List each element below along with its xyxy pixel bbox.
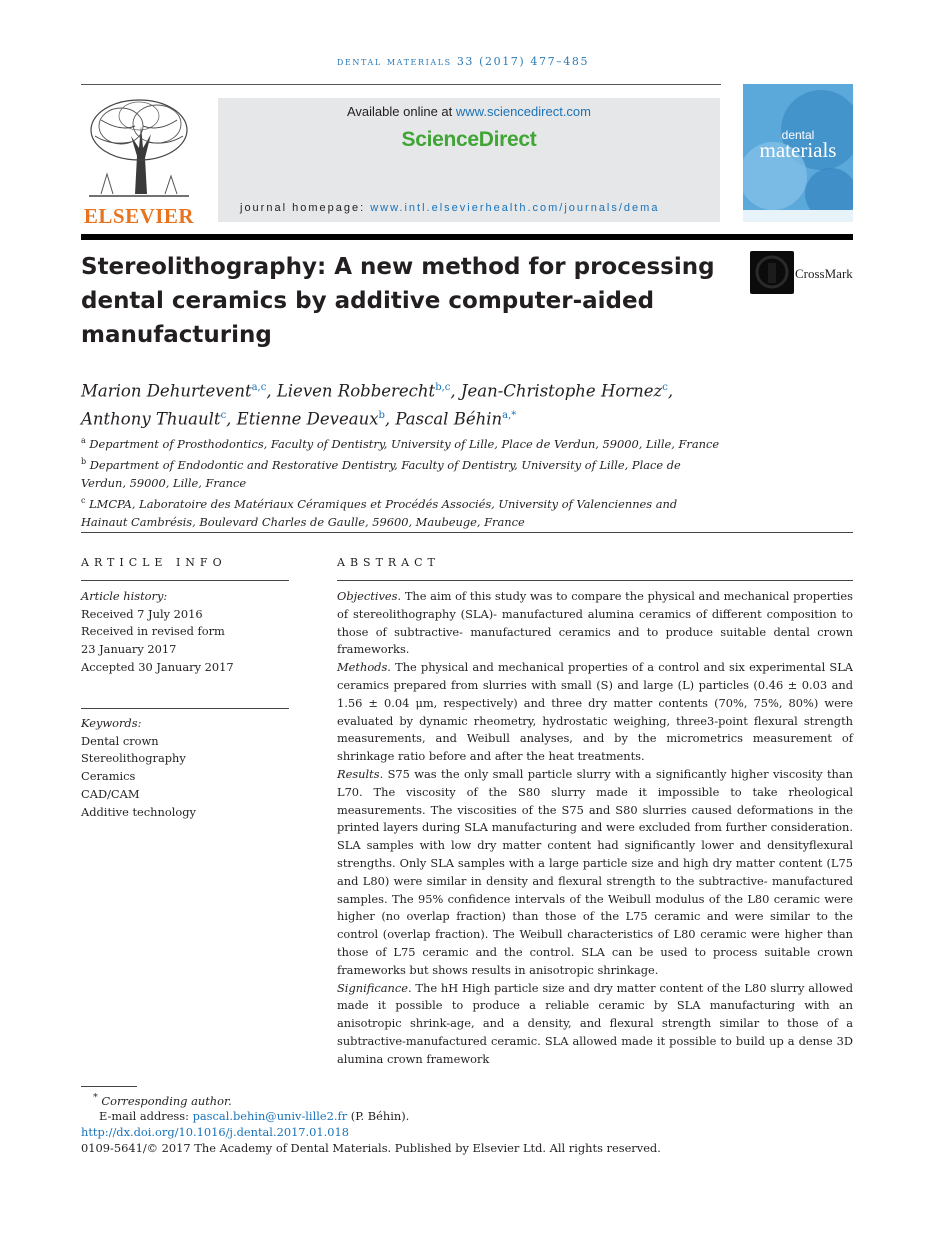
crossmark-icon[interactable] [750, 251, 794, 294]
affiliation-key: c [81, 496, 86, 506]
section-rule [81, 532, 853, 533]
email-name: (P. Béhin). [347, 1109, 410, 1124]
crossmark-label[interactable]: CrossMark [795, 266, 853, 281]
email-link[interactable]: pascal.behin@univ-lille2.fr [192, 1109, 348, 1124]
author-affiliation[interactable]: b [378, 409, 385, 421]
footnote-rule [81, 1086, 137, 1087]
abstract-text: The aim of this study was to compare the physical and mechanical properties of stereolithography (SLA)- manufactured alumina ceramics of different composition to those of subtractive- manufactured ceramics and to produce suitable dental crown frameworks. [337, 589, 853, 657]
journal-citation: dental materials 33 (2017) 477–485 [336, 55, 590, 68]
keywords [81, 715, 289, 821]
header-rule [81, 84, 721, 85]
author-affiliation[interactable]: b,c [435, 382, 451, 393]
article-history [81, 588, 289, 677]
keyword-item: Dental crown [81, 733, 159, 748]
author-affiliation[interactable]: a,* [502, 409, 517, 421]
article-info-rule [81, 580, 289, 581]
author-name: Pascal Béhin [395, 409, 503, 428]
keywords-rule [81, 708, 289, 709]
history-item: Received 7 July 2016 [81, 606, 203, 621]
author-name: Anthony Thuault [81, 409, 221, 428]
abstract-methods [337, 659, 853, 766]
author-affiliation[interactable]: c [662, 382, 668, 393]
affiliation-text: Department of Prosthodontics, Faculty of Dentistry, University of Lille, Place de Verdun, 59000, Lille, France [89, 436, 720, 451]
affiliation-item [81, 492, 721, 531]
history-item: 23 January 2017 [81, 642, 177, 657]
header-thick-rule [81, 234, 853, 240]
cover-title-line2: materials [759, 138, 837, 162]
abstract-body [337, 588, 853, 1069]
abstract-label: Results. [337, 766, 384, 781]
author-separator: , [266, 381, 277, 401]
sciencedirect-banner [218, 98, 720, 222]
cover-title-line1: dental [781, 128, 815, 142]
abstract-rule [337, 580, 853, 581]
author-separator: , [384, 409, 396, 428]
keyword-item: Ceramics [81, 769, 136, 784]
abstract-heading: ABSTRACT [337, 556, 440, 569]
available-online [218, 104, 720, 119]
abstract-label: Methods. [337, 660, 391, 675]
affiliation-key: a [81, 436, 86, 445]
affiliation-item [81, 432, 721, 453]
author-name: Marion Dehurtevent [81, 381, 252, 401]
affiliation-list [81, 432, 721, 531]
crossmark-badge-icon [750, 251, 794, 294]
footnote-mark: * [93, 1092, 98, 1103]
abstract-label: Significance. [337, 980, 412, 995]
article-info-heading: ARTICLE INFO [81, 556, 227, 569]
history-item: Received in revised form [81, 624, 225, 639]
author-separator: , [226, 409, 237, 428]
abstract-text: S75 was the only small particle slurry with a significantly higher viscosity than L70. The viscosity of the S80 slurry made it impossible to take rheological measurements. The viscosities of the S75 and S80 slurries caused deformations in the printed layers during SLA manufacturing and were excluded from further consideration. SLA samples with low dry matter content had significantly lower and densityflexural strengths. Only SLA samples with a large particle size and high dry matter content (L75 and L80) were similar in density and flexural strength to the subtractive- manufactured samples. The 95% confidence intervals of the Weibull modulus of the L80 ceramic were higher (no overlap fraction) than those of the L75 ceramic and were similar to the control (overlap fraction). The Weibull characteristics of L80 ceramic were higher than those of L75 ceramic and the control. SLA can be used to process suitable crown frameworks but shows results in anisotropic shrinkage. [337, 766, 854, 977]
affiliation-text: LMCPA, Laboratoire des Matériaux Céramiques et Procédés Associés, University of Valenciennes and Hainaut Cambrésis, Boulevard Charles de Gaulle, 59600, Maubeuge, France [81, 497, 678, 529]
sciencedirect-logo: ScienceDirect [401, 128, 537, 151]
journal-homepage [240, 202, 659, 214]
keyword-item: Stereolithography [81, 751, 186, 766]
elsevier-wordmark: ELSEVIER [83, 204, 195, 228]
homepage-link[interactable]: www.intl.elsevierhealth.com/journals/dema [370, 202, 660, 214]
affiliation-text: Department of Endodontic and Restorative Dentistry, Faculty of Dentistry, University of Lille, Place de Verdun, 59000, Lille, France [81, 458, 681, 490]
abstract-text: The hH High particle size and dry matter content of the L80 slurry allowed made it possible to produce a reliable ceramic by SLA manufacturing with an anisotropic shrink-age, and a density, and flexural strength similar to those of a subtractive-manufactured ceramic. SLA allowed made it possible to build up a dense 3D alumina crown framework [337, 980, 853, 1066]
history-label: Article history: [81, 589, 168, 603]
history-item: Accepted 30 January 2017 [81, 659, 234, 674]
keyword-item: Additive technology [81, 804, 196, 819]
email-label: E-mail address: [99, 1109, 193, 1124]
author-name: Lieven Robberecht [276, 381, 436, 401]
keywords-label: Keywords: [81, 716, 142, 730]
author-affiliation[interactable]: a,c [251, 382, 267, 393]
copyright-line: 0109-5641/© 2017 The Academy of Dental Materials. Published by Elsevier Ltd. All rights reserved. [81, 1140, 661, 1155]
author-separator: , [667, 381, 674, 401]
keyword-item: CAD/CAM [81, 786, 140, 801]
doi-link[interactable]: http://dx.doi.org/10.1016/j.dental.2017.01.018 [81, 1124, 350, 1139]
available-text: Available online at [346, 104, 456, 119]
author-name: Etienne Deveaux [236, 409, 379, 428]
abstract-results [337, 766, 853, 980]
corresponding-author-note [81, 1090, 781, 1109]
abstract-label: Objectives. [337, 589, 402, 603]
email-note [81, 1109, 781, 1125]
article-title: Stereolithography: A new method for processing dental ceramics by additive computer-aided manufacturing [81, 254, 715, 348]
author-separator: , [450, 381, 461, 401]
footnotes [81, 1090, 781, 1156]
author-name: Jean-Christophe Hornez [460, 381, 663, 401]
homepage-label: journal homepage: [240, 202, 371, 214]
abstract-text: The physical and mechanical properties of a control and six experimental SLA ceramics prepared from slurries with small (S) and large (L) particles (0.46 ± 0.03 and 1.56 ± 0.04 μm, respectively) and three dry matter contents (70%, 75%, 80%) were evaluated by dynamic rheometry, hydrostatic weighing, three3-point flexural strength measurements, and Weibull analyses, and by the micrometrics measurement of shrinkage ratio before and after the heat treatments. [337, 660, 853, 764]
author-list [81, 376, 821, 431]
corresponding-label: Corresponding author. [101, 1093, 232, 1108]
affiliation-item [81, 453, 721, 492]
abstract-objectives [337, 588, 853, 659]
affiliation-key: b [81, 457, 87, 467]
journal-cover [743, 84, 853, 222]
doi-line [81, 1125, 781, 1141]
sciencedirect-link[interactable]: www.sciencedirect.com [455, 104, 591, 119]
author-affiliation[interactable]: c [220, 409, 227, 421]
abstract-significance [337, 980, 853, 1069]
